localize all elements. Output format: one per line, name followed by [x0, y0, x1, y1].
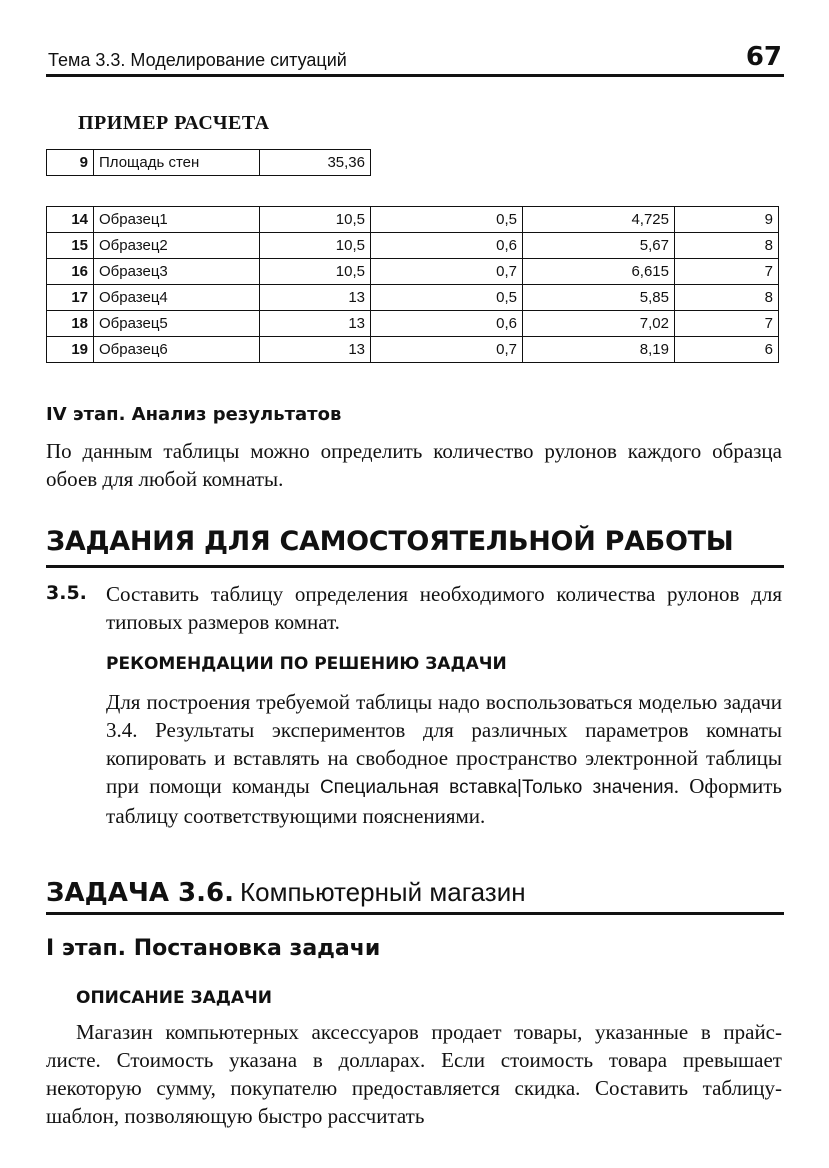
cell-value: 0,7	[371, 337, 523, 363]
table-row	[47, 311, 779, 337]
cell-value: 0,6	[371, 311, 523, 337]
recommendations-text-start: Для построения требуемой таблицы надо воспользоваться моделью задачи 3.4. Результаты экспериментов для различных параметров комнаты копировать и вставлять на свободное пространство электронной таблицы при помощи команды	[106, 690, 782, 798]
table-row	[47, 207, 779, 233]
page-number: 67	[745, 42, 782, 72]
description-heading: ОПИСАНИЕ ЗАДАЧИ	[76, 988, 273, 1008]
stage1-heading: I этап. Постановка задачи	[46, 936, 381, 961]
sample-name: Образец4	[94, 285, 260, 311]
task-rule	[46, 912, 784, 915]
running-header	[46, 42, 784, 76]
row-value: 35,36	[260, 150, 371, 176]
task-number: 3.5.	[46, 582, 87, 604]
menu-command: Специальная вставка|Только значения	[319, 777, 674, 798]
cell-value: 10,5	[260, 233, 371, 259]
row-index: 15	[47, 233, 94, 259]
sample-name: Образец3	[94, 259, 260, 285]
header-rule	[46, 74, 784, 77]
sample-name: Образец1	[94, 207, 260, 233]
task-text: Составить таблицу определения необходимого количества рулонов для типовых размеров комнат.	[106, 582, 782, 634]
cell-value: 7	[675, 259, 779, 285]
sample-name: Образец6	[94, 337, 260, 363]
cell-value: 6,615	[523, 259, 675, 285]
task36-heading	[46, 877, 526, 908]
cell-value: 8	[675, 233, 779, 259]
table-row	[47, 259, 779, 285]
cell-value: 0,5	[371, 207, 523, 233]
table-row	[47, 285, 779, 311]
description-text: Магазин компьютерных аксессуаров продает товары, указанные в прайс-листе. Стоимость указана в долларах. Если стоимость товара превышает некоторую сумму, покупателю предоставляется скидка. Составить таблицу-шаблон, позволяющую быстро рассчитать	[46, 1020, 782, 1128]
row-index: 9	[47, 150, 94, 176]
row-index: 14	[47, 207, 94, 233]
cell-value: 7	[675, 311, 779, 337]
cell-value: 13	[260, 311, 371, 337]
cell-value: 7,02	[523, 311, 675, 337]
cell-value: 4,725	[523, 207, 675, 233]
cell-value: 0,7	[371, 259, 523, 285]
cell-value: 10,5	[260, 207, 371, 233]
cell-value: 5,85	[523, 285, 675, 311]
row-index: 17	[47, 285, 94, 311]
cell-value: 13	[260, 285, 371, 311]
row-index: 19	[47, 337, 94, 363]
row-index: 16	[47, 259, 94, 285]
table-row	[47, 233, 779, 259]
samples-table	[46, 206, 779, 363]
section-rule	[46, 565, 784, 568]
stage4-text: По данным таблицы можно определить количество рулонов каждого образца обоев для любой комнаты.	[46, 439, 782, 491]
cell-value: 6	[675, 337, 779, 363]
cell-value: 8	[675, 285, 779, 311]
row-label: Площадь стен	[94, 150, 260, 176]
cell-value: 9	[675, 207, 779, 233]
sample-name: Образец5	[94, 311, 260, 337]
recommendations-text	[106, 688, 782, 830]
task36-label: ЗАДАЧА 3.6.	[46, 878, 234, 908]
recommendations-heading: РЕКОМЕНДАЦИИ ПО РЕШЕНИЮ ЗАДАЧИ	[106, 654, 507, 674]
area-table	[46, 149, 371, 176]
cell-value: 8,19	[523, 337, 675, 363]
cell-value: 0,6	[371, 233, 523, 259]
self-work-heading: ЗАДАНИЯ ДЛЯ САМОСТОЯТЕЛЬНОЙ РАБОТЫ	[46, 526, 734, 557]
running-title: Тема 3.3. Моделирование ситуаций	[48, 50, 347, 70]
sample-name: Образец2	[94, 233, 260, 259]
recommendations-text-end: . Оформить таблицу соответствующими пояснениями.	[106, 774, 782, 828]
cell-value: 5,67	[523, 233, 675, 259]
table-row	[47, 150, 371, 176]
table-row	[47, 337, 779, 363]
cell-value: 13	[260, 337, 371, 363]
stage4-heading: IV этап. Анализ результатов	[46, 404, 342, 425]
cell-value: 0,5	[371, 285, 523, 311]
row-index: 18	[47, 311, 94, 337]
example-title: ПРИМЕР РАСЧЕТА	[78, 112, 270, 134]
cell-value: 10,5	[260, 259, 371, 285]
task36-name: Компьютерный магазин	[240, 877, 526, 907]
